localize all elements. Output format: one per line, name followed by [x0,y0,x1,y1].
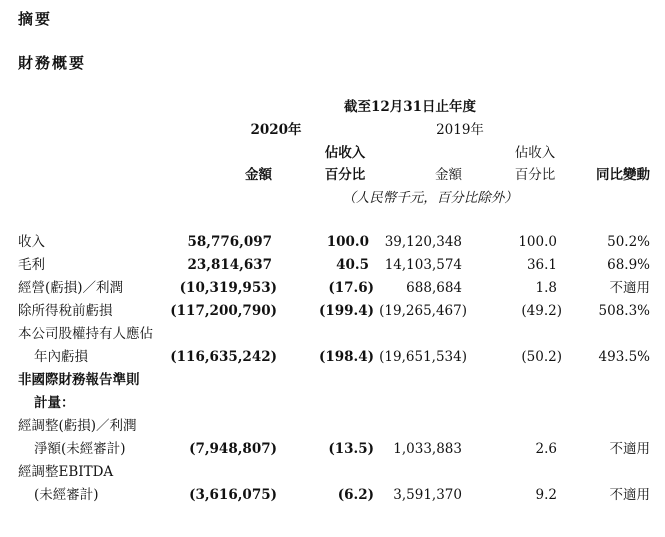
yoy-change: 50.2% [607,234,650,250]
nonifrs-title: 非國際財務報告準則 [18,372,140,388]
value-2020: (117,200,790) [170,303,277,319]
col-pct-2019-line1: 佔收入 [514,145,556,161]
value-2019: 688,684 [406,280,462,296]
value-2020: 58,776,097 [187,234,272,250]
row-label-line2: 淨額(未經審計) [34,441,126,457]
col-pct-2020-line2: 百分比 [324,167,366,183]
pct-2020: 100.0 [326,234,369,250]
col-yoy: 同比變動 [596,167,650,183]
row-label: 收入 [18,234,45,250]
heading-summary: 摘要 [18,10,53,28]
pct-2019: 1.8 [535,280,557,296]
value-2019: (19,265,467) [379,303,467,319]
row-label: 經營(虧損)／利潤 [18,280,124,296]
unit-note: （人民幣千元，百分比除外） [342,190,518,206]
value-2019: (19,651,534) [379,349,467,365]
value-2019: 3,591,370 [393,487,462,503]
yoy-change: 不適用 [609,487,650,503]
pct-2019: 100.0 [518,234,557,250]
value-2020: 23,814,637 [187,257,272,273]
row-label-line2: (未經審計) [34,487,99,503]
period-header: 截至12月31日止年度 [343,99,477,115]
value-2020: (10,319,953) [179,280,277,296]
row-label: 毛利 [18,257,45,273]
pct-2019: 9.2 [535,487,557,503]
year-2020-header: 2020年 [250,122,302,138]
pct-2019: 36.1 [526,257,557,273]
value-2020: (7,948,807) [189,441,277,457]
yoy-change: 68.9% [607,257,650,273]
pct-2019: 2.6 [535,441,557,457]
col-pct-2020-line1: 佔收入 [324,145,366,161]
col-amount-2020: 金額 [245,167,272,183]
value-2020: (116,635,242) [170,349,277,365]
row-label: 經調整(虧損)／利潤 [18,418,137,434]
yoy-change: 508.3% [598,303,650,319]
yoy-change: 不適用 [609,280,650,296]
value-2019: 1,033,883 [393,441,462,457]
pct-2020: (198.4) [318,349,374,365]
value-2019: 14,103,574 [384,257,462,273]
nonifrs-title-line2: 計量： [34,395,75,411]
year-2019-header: 2019年 [436,122,484,138]
pct-2019: (50.2) [521,349,562,365]
row-label: 經調整EBITDA [18,464,114,480]
pct-2020: (199.4) [318,303,374,319]
col-pct-2019-line2: 百分比 [514,167,556,183]
yoy-change: 493.5% [598,349,650,365]
pct-2020: (13.5) [328,441,374,457]
row-label: 本公司股權持有人應佔 [18,326,153,342]
value-2020: (3,616,075) [189,487,277,503]
row-label: 除所得稅前虧損 [18,303,113,319]
yoy-change: 不適用 [609,441,650,457]
pct-2020: 40.5 [336,257,369,273]
heading-financial-summary: 財務概要 [18,54,87,72]
pct-2020: (17.6) [328,280,374,296]
row-label-line2: 年內虧損 [34,349,88,365]
pct-2019: (49.2) [521,303,562,319]
col-amount-2019: 金額 [435,167,462,183]
value-2019: 39,120,348 [384,234,462,250]
pct-2020: (6.2) [337,487,374,503]
